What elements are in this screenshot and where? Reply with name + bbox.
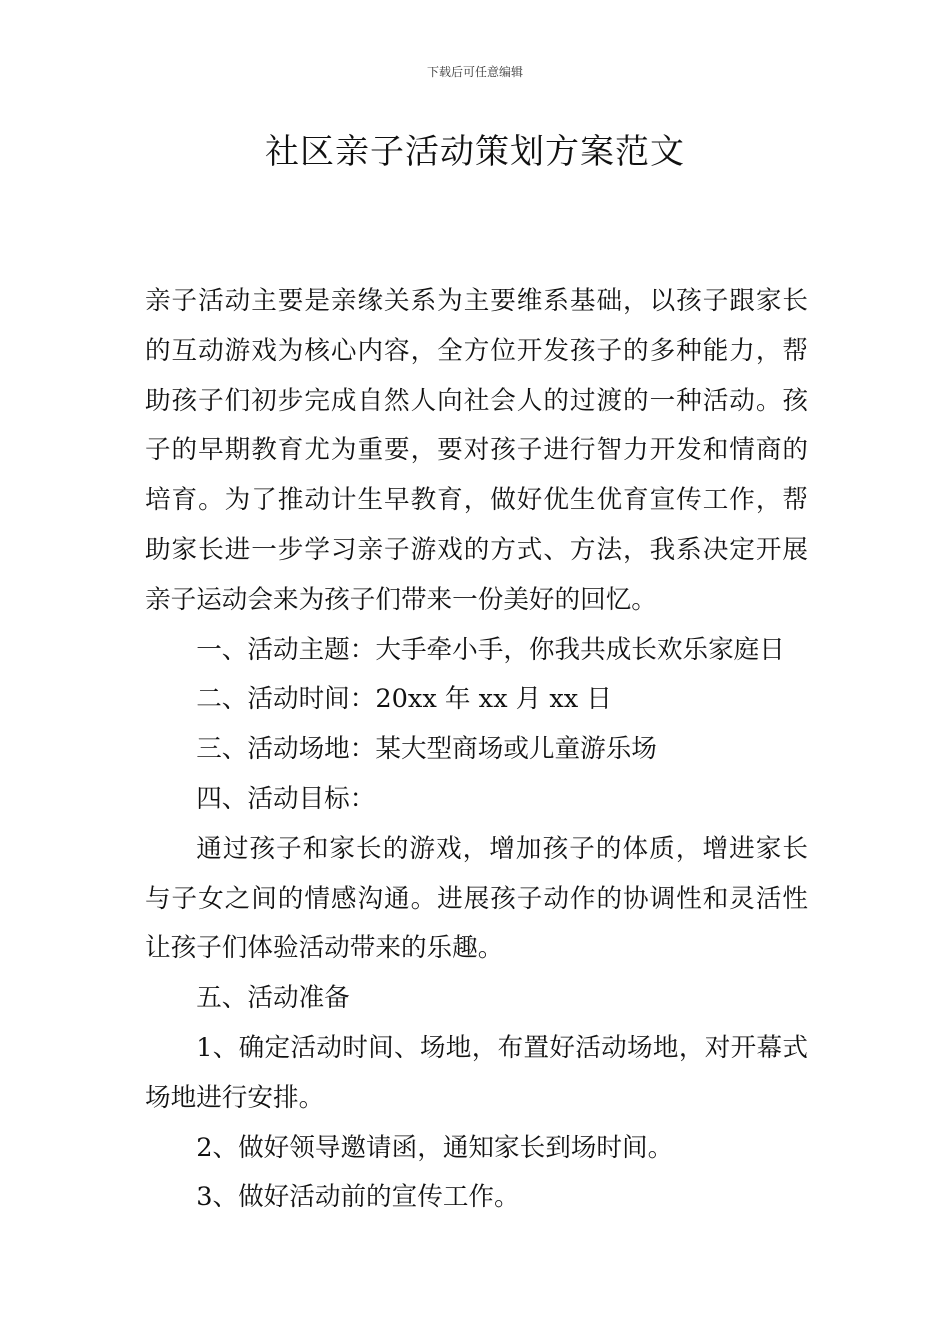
header-note: 下载后可任意编辑 bbox=[426, 65, 523, 79]
preparation-item-2: 2、做好领导邀请函，通知家长到场时间。 bbox=[196, 1132, 674, 1163]
document-title: 社区亲子活动策划方案范文 bbox=[265, 132, 685, 172]
section-goals-text: 通过孩子和家长的游戏，增加孩子的体质，增进家长与子女之间的情感沟通。进展孩子动作的协调性和灵活性让孩子们体验活动带来的乐趣。 bbox=[145, 833, 808, 964]
section-theme: 一、活动主题：大手牵小手，你我共成长欢乐家庭日 bbox=[196, 634, 785, 665]
intro-paragraph: 亲子活动主要是亲缘关系为主要维系基础，以孩子跟家长的互动游戏为核心内容，全方位开发孩子的多种能力，帮助孩子们初步完成自然人向社会人的过渡的一种活动。孩子的早期教育尤为重要，要对孩子进行智力开发和情商的培育。为了推动计生早教育，做好优生优育宣传工作，帮助家长进一步学习亲子游戏的方式、方法，我系决定开展亲子运动会来为孩子们带来一份美好的回忆。 bbox=[145, 286, 808, 615]
section-time: 二、活动时间：20xx 年 xx 月 xx 日 bbox=[196, 684, 612, 715]
section-goals-heading: 四、活动目标： bbox=[196, 783, 376, 814]
document-body bbox=[145, 277, 808, 1223]
preparation-item-3: 3、做好活动前的宣传工作。 bbox=[196, 1182, 520, 1213]
section-venue: 三、活动场地：某大型商场或儿童游乐场 bbox=[196, 734, 657, 765]
preparation-item-1: 1、确定活动时间、场地，布置好活动场地，对开幕式场地进行安排。 bbox=[145, 1032, 808, 1113]
section-preparation-heading: 五、活动准备 bbox=[196, 983, 350, 1014]
